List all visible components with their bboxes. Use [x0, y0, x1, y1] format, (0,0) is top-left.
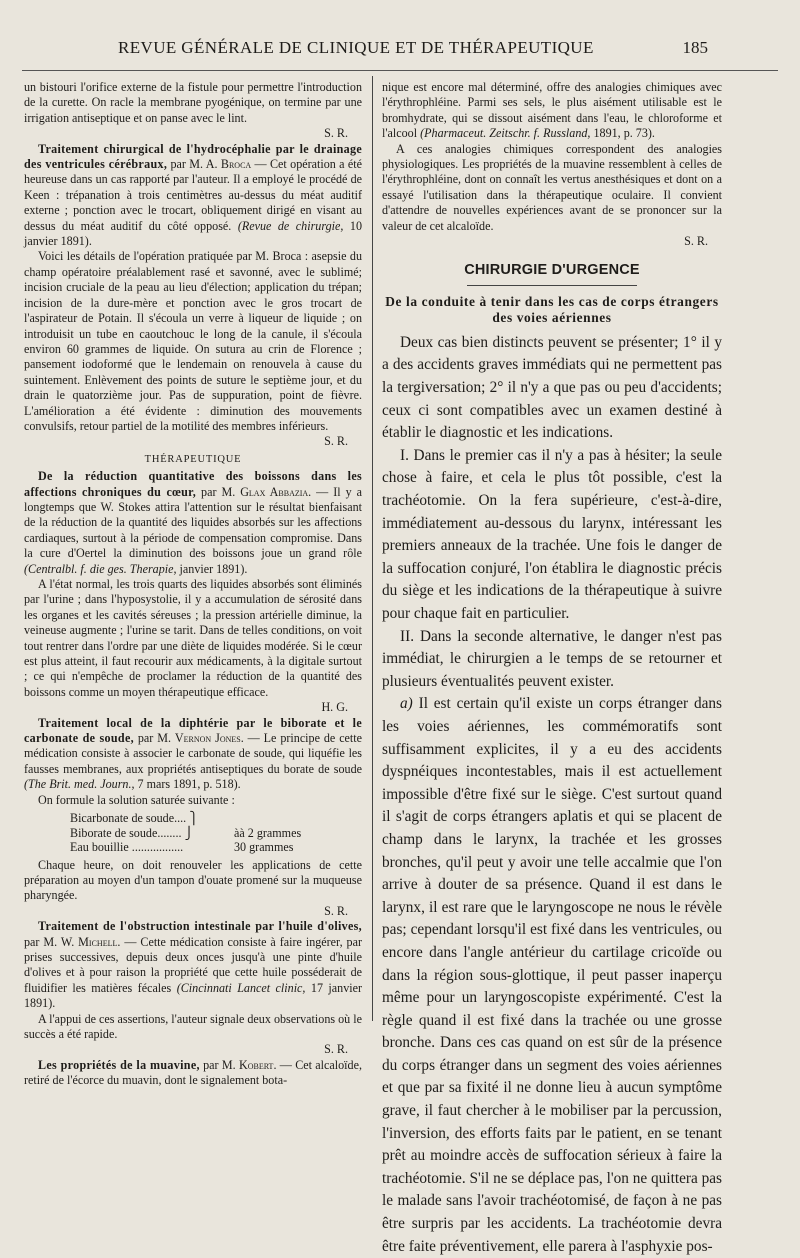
running-title: REVUE GÉNÉRALE DE CLINIQUE ET DE THÉRAPEUTIQUE	[118, 38, 594, 57]
author: Michell.	[78, 934, 121, 949]
column-divider	[372, 76, 373, 1021]
page-number: 185	[682, 38, 708, 57]
article-hydrocephalie: Traitement chirurgical de l'hydrocéphalie par le drainage des ventricules cérébraux, par M. A. Broca — Cet opération a été heureuse dans un cas rapporté par l'auteur. Il a employé le procédé de Keen : trépanation à trois centimètres au-dessus du méat auditif externe ; ponction avec le trocart, obliquement dirigé en visant au dessus du méat auditif du côté opposé. (Revue de chirurgie, 10 janvier 1891).	[24, 141, 362, 249]
paragraph: a) Il est certain qu'il existe un corps étranger dans les voies aériennes, les commémoratifs sont suffisamment explicites, il y a eu des accidents dyspnéiques incontestables, mais il est actuellement impossible d'être fixé sur le siège. C'est surtout quand il s'agit de corps étrangers aplatis et qui se placent de champ dans le larynx, la trachée et les grosses bronches, qu'il peut y avoir une telle accalmie que l'on arrive à douter de sa présence. Quand il est dans le larynx, il est rare que le laryngoscope ne nous le révèle pas; cependant lorsqu'il est fixé dans les ventricules, ou encore dans l'angle antérieur du cartilage cricoïde ou dans la région sous-glottique, il peut passer inaperçu même pour un laryngoscopiste expérimenté. C'est la règle quand il est fixé dans la trachée ou une grosse bronche. Dans ces cas quand on est sûr de la présence du corps étranger dans un segment des voies aériennes et que par sa fixité il ne donne lieu à aucun symptôme grave, il faut chercher à le mobiliser par la percussion, l'inversion, des efforts faits par le patient, en se tenant prêt au moindre accès de suffocation sérieux à faire la trachéotomie. S'il ne se déplace pas, l'on ne quittera pas le malade sans l'avoir trachéotomisé, de façon à ne pas être surpris par les accidents. La trachéotomie devra être faite préventivement, elle parera à l'asphyxie pos-	[382, 695, 722, 1255]
article-title: Traitement chirurgical de l'hydrocéphalie par le drainage des ventricules cérébraux,	[24, 141, 362, 172]
citation: (Pharmaceut. Zeitschr. f. Russland,	[420, 126, 591, 141]
signature: S. R.	[324, 1042, 348, 1057]
paragraph: Chaque heure, on doit renouveler les applications de cette préparation au moyen d'un tampon d'ouate promené sur la muqueuse pharyngée.	[24, 857, 362, 903]
citation: (Revue de chirurgie,	[237, 218, 344, 233]
formula-row: Biborate de soude........ ⎭ àà 2 grammes	[70, 825, 302, 840]
paragraph: On formule la solution saturée suivante :	[38, 792, 235, 807]
citation: (Cincinnati Lancet clinic,	[176, 980, 306, 995]
article-title: Les propriétés de la muavine,	[38, 1057, 200, 1072]
article-title: De la réduction quantitative des boissons dans les affections chroniques du cœur,	[24, 469, 362, 499]
article-muavine: Les propriétés de la muavine, par M. Kobert. — Cet alcaloïde, retiré de l'écorce du muavin, dont le signalement bota-	[24, 1057, 362, 1088]
author: Glax Abbazia.	[240, 484, 312, 499]
formula-row: Eau bouillie ................. 30 grammes	[70, 840, 294, 855]
paragraph: Voici les détails de l'opération pratiquée par M. Broca : asepsie du champ opératoire préalablement rasé et savonné, avec le sublimé; incision cruciale de la peau au lieu d'élection; application du trépan; incision de la dure-mère et ponction avec le gros trocart de l'aspirateur de Potain. Il s'écoula un verre à liqueur de liquide ; on introduisit un tube en caoutchouc le long de la canule, il s'écoula environ 60 grammes de liquide. On sutura au crin de Florence ; pansement iodoformé que le lendemain on renouvela à cause du suintement. Enlèvement des points de suture le septième jour, et du drain le quatorzième jour. Pas de suppuration, point de fièvre. L'amélioration a été évidente : diminution des mouvements convulsifs, retour partiel de la motilité des membres inférieurs.	[24, 249, 362, 433]
signature: S. R.	[324, 434, 348, 449]
header-rule	[22, 70, 778, 71]
paragraph: I. Dans le premier cas il n'y a pas à hésiter; la seule chose à faire, et cela le plus tôt possible, c'est la trachéotomie. On la fera supérieure, c'est-à-dire, immédiatement au-dessous du larynx, intéressant les premiers anneaux de la trachée. Une fois le danger de la suffocation conjuré, l'on établira le diagnostic précis du siège et les indications de la thérapeutique à suivre pour chaque fait en particulier.	[382, 446, 722, 622]
author: Kobert.	[238, 1057, 277, 1072]
formula-row: Bicarbonate de soude.... ⎫	[70, 811, 199, 826]
article-title: Traitement de l'obstruction intestinale par l'huile d'olives,	[38, 919, 362, 934]
paragraph: A ces analogies chimiques correspondent des analogies physiologiques. Les propriétés de la muavine ressemblent à celles de l'érythrophléine, dont on connaît les vertus anesthésiques et dont on a essayé l'utilisation dans la thérapeutique oculaire. Il convient d'attendre de nouvelles expériences avant de se prononcer sur la valeur de cet alcaloïde.	[382, 141, 722, 233]
article-boissons: De la réduction quantitative des boissons dans les affections chroniques du cœur, par M. Glax Abbazia. — Il y a longtemps que W. Stokes attira l'attention sur le résultat bienfaisant de la réduction de la quantité des liquides absorbés sur les affections cardiaques, surtout à la période de compensation compromise. Dans la cure d'Oertel la diminution des boissons joue un grand rôle (Centralbl. f. die ges. Therapie, janvier 1891).	[24, 469, 362, 576]
article-title: Traitement local de la diphtérie par le biborate et le carbonate de soude,	[24, 715, 362, 746]
article-title-corps-etrangers: De la conduite à tenir dans les cas de corps étrangers des voies aériennes	[385, 293, 719, 325]
citation: (Centralbl. f. die ges. Therapie,	[24, 561, 177, 576]
paragraph: Deux cas bien distincts peuvent se présenter; 1° il y a des accidents graves immédiats qui ne permettent pas la tergiversation; 2° il n'y a que pas ou peu d'accidents; ceux ci sont compatibles avec un examen destiné à établir le diagnostic et les indications.	[382, 333, 722, 442]
section-heading-therapeutique: THÉRAPEUTIQUE	[144, 453, 242, 465]
section-heading-chirurgie: CHIRURGIE D'URGENCE	[464, 262, 640, 279]
paragraph: A l'état normal, les trois quarts des liquides absorbés sont éliminés par l'urine ; dans l'hyposystolie, il y a accumulation de sérosité dans les organes et les cavités séreuses ; la pression artérielle diminue, la veineuse augmente ; l'urine se tarit. Dans de telles conditions, on voit tout rentrer dans l'ordre par une diète de liquides modérée. Si le cœur est plus atteint, il faut recourir aux médicaments, à la digitale surtout ; ce qui n'empêche de proclamer la réduction de la quantité des boissons comme un moyen thérapeutique efficace.	[24, 577, 362, 699]
author: Broca	[220, 157, 252, 172]
signature: S. R.	[324, 126, 348, 141]
paragraph: nique est encore mal déterminé, offre des analogies chimiques avec l'érythrophléine. Parmi ses sels, le plus aisément utilisable est le bromhydrate, qui se dissout aisément dans l'eau, le chloroforme et l'alcool (Pharmaceut. Zeitschr. f. Russland, 1891, p. 73).	[382, 80, 722, 141]
page-header	[0, 32, 800, 62]
signature: S. R.	[684, 234, 708, 249]
signature: H. G.	[321, 700, 348, 715]
section-rule	[467, 285, 637, 286]
paragraph: A l'appui de ces assertions, l'auteur signale deux observations où le succès a été rapide.	[24, 1011, 362, 1042]
author: Vernon Jones.	[174, 731, 244, 746]
article-diphterie: Traitement local de la diphtérie par le biborate et le carbonate de soude, par M. Vernon Jones. — Le principe de cette médication consiste à associer le carbonate de soude, qui liquéfie les fausses membranes, aux propriétés antiseptiques du borate de soude (The Brit. med. Journ., 7 mars 1891, p. 518).	[24, 715, 363, 792]
left-column	[24, 80, 362, 1089]
signature: S. R.	[324, 903, 348, 918]
enumeration-label: a)	[400, 695, 413, 713]
paragraph: II. Dans la seconde alternative, le danger n'est pas immédiat, le chirurgien a le temps de se retourner et plusieurs éventualités peuvent exister.	[382, 627, 722, 690]
right-column	[382, 80, 722, 1258]
article-obstruction: Traitement de l'obstruction intestinale par l'huile d'olives, par M. W. Michell. — Cette médication consiste à faire ingérer, par prises successives, depuis deux onces jusqu'à une pinte d'huile d'olives et à pour raison la propriété que cette huile posséderait de fluidifier les matières fécales (Cincinnati Lancet clinic, 17 janvier 1891).	[24, 919, 363, 1011]
citation: (The Brit. med. Journ.,	[24, 777, 135, 792]
formula	[70, 811, 362, 855]
paragraph: un bistouri l'orifice externe de la fistule pour permettre l'introduction de la curette. On racle la membrane pyogénique, on termine par une irrigation antiseptique et on panse avec le lint.	[24, 80, 362, 125]
